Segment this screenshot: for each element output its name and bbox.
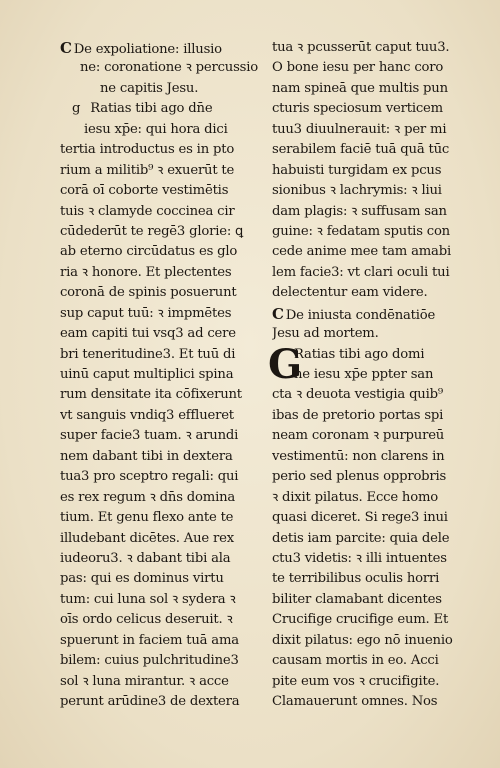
left-text-line: iudeoru3. ꝛ dabant tibi ala: [60, 550, 231, 566]
right-text-line: dixit pilatus: ego nō inuenio: [272, 632, 453, 648]
left-heading-line-2: ne: coronatione ꝛ percussio: [80, 60, 258, 76]
initial-block: [268, 340, 485, 388]
paragraph-mark-icon: C: [60, 39, 72, 57]
right-text-line: cede anime mee tam amabi: [272, 244, 451, 260]
heading-text: De iniusta condēnatiōe: [285, 307, 436, 323]
left-text-line: coronā de spinis posuerunt: [60, 285, 237, 301]
left-text-line: tertia introductus es in pto: [60, 142, 235, 158]
left-text-line: perunt arūdine3 de dextera: [60, 694, 240, 709]
right-heading-line-2: Jesu ad mortem.: [272, 326, 379, 342]
left-text-line: nem dabant tibi in dextera: [60, 448, 233, 464]
right-text-line: habuisti turgidam ex pcus: [272, 162, 442, 178]
right-text-line: neam coronam ꝛ purpureū: [272, 428, 445, 444]
right-text-line: pite eum vos ꝛ crucifigite.: [272, 673, 440, 689]
left-text-line: tium. Et genu flexo ante te: [60, 510, 234, 526]
left-text-line: cūdederūt te regē3 glorie: ꝗ: [60, 223, 244, 239]
left-text-line: oīs ordo celicus deseruit. ꝛ: [60, 612, 233, 628]
right-text-line: tuu3 diuulnerauit: ꝛ per mi: [272, 121, 447, 137]
right-text-line: biliter clamabant dicentes: [272, 591, 442, 607]
left-text-line: iesu xp̄e: qui hora dici: [84, 121, 228, 137]
left-text-line: bilem: cuius pulchritudine3: [60, 653, 239, 669]
left-text-line: illudebant dicētes. Aue rex: [60, 530, 234, 546]
left-text-line: rum densitate ita cōfixerunt: [60, 387, 242, 403]
paragraph-mark-icon: C: [272, 304, 284, 323]
right-text-line: quasi diceret. Si rege3 inui: [272, 510, 448, 526]
right-text-line: Crucifige crucifige eum. Et: [272, 612, 449, 628]
right-text-line: guine: ꝛ fedatam sputis con: [272, 223, 450, 239]
left-text-line: tuis ꝛ clamyde coccinea cir: [60, 203, 235, 219]
right-text-line: ctu3 videtis: ꝛ illi intuentes: [272, 550, 447, 566]
right-column: [268, 38, 485, 712]
left-text-line: pas: qui es dominus virtu: [60, 571, 224, 587]
right-text-line: te terribilibus oculis horri: [272, 571, 440, 587]
right-text-line: detis iam parcite: quia dele: [272, 530, 450, 546]
right-text-line: ne iesu xp̄e ppter san: [294, 367, 434, 382]
right-text-line: tua ꝛ pcusserūt caput tuu3.: [272, 40, 450, 55]
right-heading-line-1: [272, 304, 485, 324]
left-heading-line-1: [60, 38, 273, 58]
left-text-line: es rex regum ꝛ dn̄s domina: [60, 489, 236, 505]
right-text-line: lem facie3: vt clari oculi tui: [272, 264, 450, 280]
left-line-text: Ratias tibi ago dn̄e: [90, 101, 213, 117]
left-text-line: tum: cui luna sol ꝛ sydera ꝛ: [60, 591, 236, 607]
left-text-line: vt sanguis vndiq3 efflueret: [60, 407, 234, 423]
left-text-line: sol ꝛ luna mirantur. ꝛ acce: [60, 673, 229, 689]
left-text-line: tua3 pro sceptro regali: qui: [60, 469, 239, 485]
guide-letter: g: [72, 101, 81, 117]
right-text-line: ꝛ dixit pilatus. Ecce homo: [272, 489, 439, 505]
left-text-line: uinū caput multiplici spina: [60, 367, 234, 382]
left-text-line: spuerunt in faciem tuā ama: [60, 632, 239, 648]
right-text-line: cturis speciosum verticem: [272, 101, 443, 117]
left-text-line: eam capiti tui vsq3 ad cere: [60, 326, 236, 342]
left-text-line: ria ꝛ honore. Et plectentes: [60, 264, 232, 280]
right-text-line: cta ꝛ deuota vestigia quib⁹: [272, 387, 443, 403]
right-text-line: O bone iesu per hanc coro: [272, 60, 444, 76]
right-text-line: vestimentū: non clarens in: [272, 448, 445, 464]
right-text-line: sionibus ꝛ lachrymis: ꝛ liui: [272, 183, 442, 199]
right-text-line: Ratias tibi ago domi: [294, 346, 425, 362]
left-column: [60, 38, 273, 712]
left-text-line: ab eterno circūdatus es glo: [60, 244, 238, 260]
right-text-line: ibas de pretorio portas spi: [272, 407, 444, 423]
right-text-line: delectentur eam videre.: [272, 285, 428, 301]
heading-text: De expoliatione: illusio: [73, 42, 222, 57]
right-text-line: perio sed plenus opprobris: [272, 469, 447, 485]
right-text-line: nam spineā que multis pun: [272, 80, 448, 96]
left-text-line: bri teneritudine3. Et tuū di: [60, 346, 236, 362]
left-text-line: rium a militib⁹ ꝛ exuerūt te: [60, 162, 235, 178]
left-text-line: corā oī coborte vestimētis: [60, 183, 229, 199]
right-text-line: dam plagis: ꝛ suffusam san: [272, 203, 447, 219]
left-text-line: [60, 99, 273, 119]
right-text-line: causam mortis in eo. Acci: [272, 653, 439, 669]
left-text-line: sup caput tuū: ꝛ impmētes: [60, 305, 232, 321]
left-heading-line-3: ne capitis Jesu.: [100, 80, 199, 96]
drop-cap-initial: G: [268, 340, 302, 388]
left-text-line: super facie3 tuam. ꝛ arundi: [60, 428, 239, 444]
right-text-line: serabilem faciē tuā quā tūc: [272, 142, 450, 158]
right-text-line: Clamauerunt omnes. Nos: [272, 694, 438, 710]
